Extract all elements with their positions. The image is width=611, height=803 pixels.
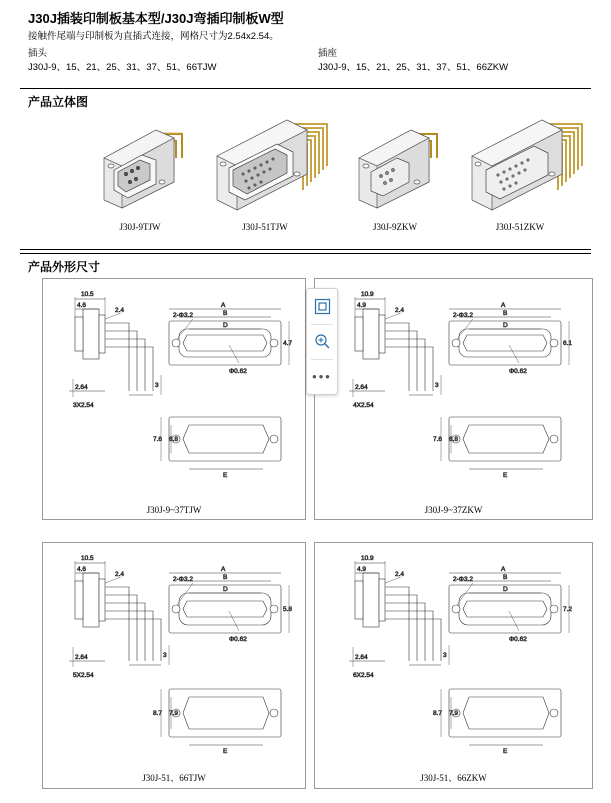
svg-text:Φ0.62: Φ0.62 [229, 636, 247, 643]
page-subtitle: 接触件尾端与印制板为直插式连接，网格尺寸为2.54x2.54。 [28, 31, 279, 42]
svg-text:2.4: 2.4 [115, 571, 125, 578]
svg-text:2.4: 2.4 [395, 307, 405, 314]
product-view-2 [195, 110, 335, 240]
more-options-button[interactable] [307, 359, 337, 394]
svg-text:3: 3 [443, 652, 447, 659]
svg-text:10.5: 10.5 [81, 555, 94, 562]
product-view-3-caption: J30J-9ZKW [373, 222, 417, 232]
svg-text:A: A [221, 302, 226, 309]
svg-text:2.4: 2.4 [395, 571, 405, 578]
svg-text:4.9: 4.9 [357, 302, 367, 309]
svg-text:2-Φ3.2: 2-Φ3.2 [173, 576, 194, 583]
section-heading-3d: 产品立体图 [28, 95, 89, 109]
svg-text:7.9: 7.9 [169, 710, 179, 717]
svg-text:D: D [223, 586, 228, 593]
svg-text:8.7: 8.7 [433, 710, 443, 717]
svg-text:2.64: 2.64 [75, 654, 88, 661]
svg-text:3: 3 [163, 652, 167, 659]
svg-text:4.6: 4.6 [77, 566, 87, 573]
svg-text:6.8: 6.8 [169, 436, 179, 443]
product-3d-views [20, 110, 591, 240]
svg-text:7.2: 7.2 [563, 606, 573, 613]
svg-text:E: E [223, 748, 228, 755]
svg-text:7.6: 7.6 [433, 436, 443, 443]
dimension-panel-4-caption: J30J-51、66ZKW [420, 773, 487, 783]
plug-model-list: J30J-9、15、21、25、31、37、51、66TJW [28, 62, 217, 73]
svg-text:E: E [503, 472, 508, 479]
svg-text:E: E [503, 748, 508, 755]
svg-text:Φ0.62: Φ0.62 [229, 368, 247, 375]
svg-text:4X2.54: 4X2.54 [353, 402, 374, 409]
svg-text:B: B [223, 574, 228, 581]
svg-text:6X2.54: 6X2.54 [353, 672, 374, 679]
dimension-panel-3-caption: J30J-51、66TJW [142, 773, 206, 783]
dimension-panel-3 [42, 542, 306, 789]
svg-text:2.64: 2.64 [355, 654, 368, 661]
svg-text:10.5: 10.5 [81, 291, 94, 298]
svg-text:5.8: 5.8 [283, 606, 293, 613]
divider-top [20, 88, 591, 89]
svg-text:Φ0.62: Φ0.62 [509, 636, 527, 643]
zoom-in-icon [314, 333, 331, 350]
svg-text:D: D [503, 586, 508, 593]
svg-text:4.7: 4.7 [283, 340, 293, 347]
svg-text:A: A [501, 302, 506, 309]
dimension-panel-4 [314, 542, 593, 789]
svg-text:Φ0.62: Φ0.62 [509, 368, 527, 375]
svg-text:7.9: 7.9 [449, 710, 459, 717]
product-view-1 [70, 110, 210, 240]
plug-label: 插头 [28, 48, 48, 59]
svg-text:A: A [221, 566, 226, 573]
dimension-panel-1 [42, 278, 306, 520]
socket-model-list: J30J-9、15、21、25、31、37、51、66ZKW [318, 62, 509, 73]
svg-text:4.6: 4.6 [77, 302, 87, 309]
svg-text:B: B [503, 574, 508, 581]
svg-text:8.7: 8.7 [153, 710, 163, 717]
zoom-in-button[interactable] [307, 324, 337, 359]
fit-to-screen-button[interactable] [307, 289, 337, 324]
svg-text:2.64: 2.64 [355, 384, 368, 391]
svg-text:E: E [223, 472, 228, 479]
svg-text:6.8: 6.8 [449, 436, 459, 443]
svg-text:5X2.54: 5X2.54 [73, 672, 94, 679]
dimension-panel-1-caption: J30J-9~37TJW [146, 505, 202, 515]
section-heading-dimensions: 产品外形尺寸 [28, 260, 101, 274]
page-title: J30J插装印制板基本型/J30J弯插印制板W型 [28, 11, 284, 26]
svg-text:6.1: 6.1 [563, 340, 573, 347]
fit-to-screen-icon [314, 298, 331, 315]
svg-text:2-Φ3.2: 2-Φ3.2 [173, 312, 194, 319]
svg-text:B: B [223, 310, 228, 317]
svg-text:B: B [503, 310, 508, 317]
product-view-4 [450, 110, 590, 240]
dimension-panel-2 [314, 278, 593, 520]
more-options-icon: ••• [312, 369, 332, 384]
product-view-2-caption: J30J-51TJW [242, 222, 288, 232]
svg-text:D: D [223, 322, 228, 329]
svg-text:10.9: 10.9 [361, 555, 374, 562]
product-view-1-caption: J30J-9TJW [119, 222, 161, 232]
svg-text:2-Φ3.2: 2-Φ3.2 [453, 312, 474, 319]
dimension-panel-2-caption: J30J-9~37ZKW [424, 505, 483, 515]
divider-middle-2 [20, 253, 591, 254]
svg-text:A: A [501, 566, 506, 573]
divider-middle-1 [20, 249, 591, 250]
svg-text:2.64: 2.64 [75, 384, 88, 391]
svg-text:3: 3 [435, 382, 439, 389]
zoom-toolbar[interactable] [306, 288, 338, 395]
svg-text:10.9: 10.9 [361, 291, 374, 298]
svg-text:D: D [503, 322, 508, 329]
svg-text:3: 3 [155, 382, 159, 389]
svg-text:3X2.54: 3X2.54 [73, 402, 94, 409]
svg-text:7.6: 7.6 [153, 436, 163, 443]
socket-label: 插座 [318, 48, 338, 59]
product-view-4-caption: J30J-51ZKW [495, 222, 545, 232]
svg-text:2.4: 2.4 [115, 307, 125, 314]
svg-text:2-Φ3.2: 2-Φ3.2 [453, 576, 474, 583]
product-view-3 [325, 110, 465, 240]
svg-text:4.9: 4.9 [357, 566, 367, 573]
